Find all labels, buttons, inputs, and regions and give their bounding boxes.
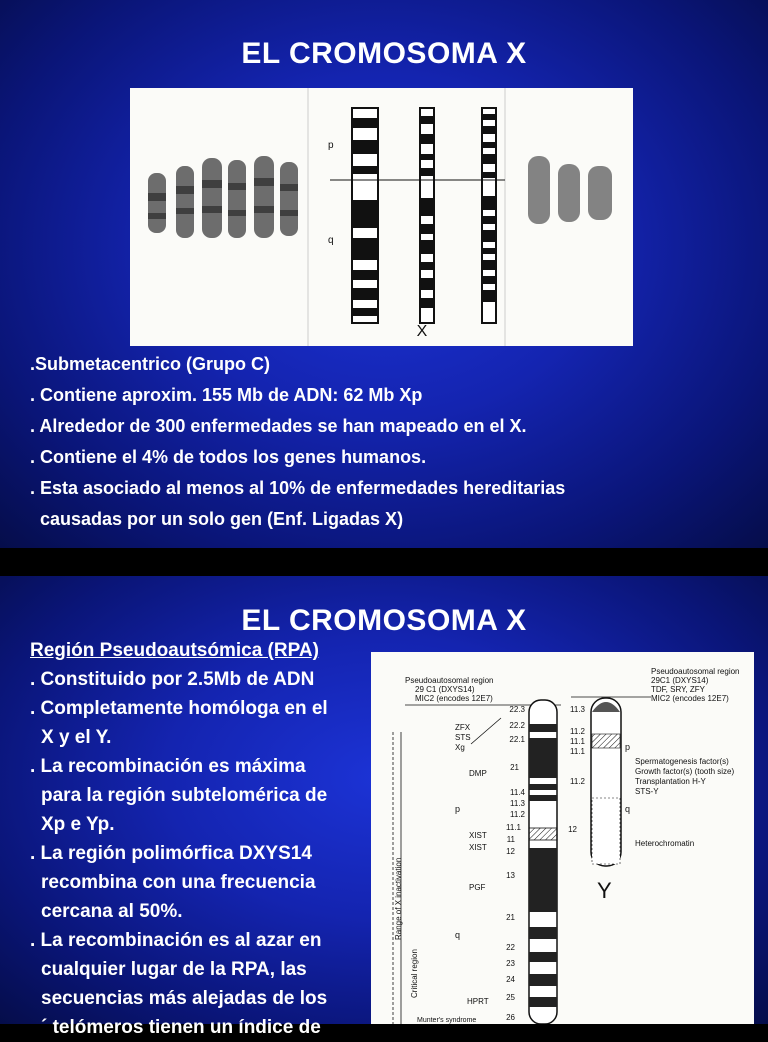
x-band-label: 11 bbox=[506, 835, 515, 844]
arm-label-p: p bbox=[328, 140, 334, 151]
x-gene-label: XIST bbox=[469, 843, 487, 852]
y-band-label: 11.2 bbox=[570, 777, 585, 786]
x-band-label: 22.3 bbox=[509, 705, 525, 714]
chromosome-ideograms bbox=[328, 108, 505, 323]
pseudoautosomal-diagram bbox=[371, 652, 754, 1024]
bullet-item: causadas por un solo gen (Enf. Ligadas X) bbox=[40, 509, 404, 529]
bullet-item: . Constituido por 2.5Mb de ADN bbox=[30, 669, 315, 690]
bullet-item: . La región polimórfica DXYS14 bbox=[30, 843, 312, 864]
bullet-item: X y el Y. bbox=[41, 727, 112, 748]
bullet-item: . Esta asociado al menos al 10% de enfermedades hereditarias bbox=[30, 478, 566, 498]
bullet-item: . Contiene el 4% de todos los genes humanos. bbox=[30, 447, 427, 467]
x-gene-label: STS bbox=[455, 733, 471, 742]
x-chromosome bbox=[529, 700, 557, 1024]
y-band-label: 11.1 bbox=[570, 737, 585, 746]
y-note: Transplantation H-Y bbox=[635, 777, 706, 786]
xy-chromosome-diagram bbox=[371, 652, 754, 1024]
y-note: Growth factor(s) (tooth size) bbox=[635, 767, 735, 776]
slide-2-bullet-list bbox=[30, 636, 328, 1042]
section-heading: Región Pseudoautsómica (RPA) bbox=[30, 640, 319, 661]
y-note: Heterochromatin bbox=[635, 839, 695, 848]
bullet-item: . La recombinación es máxima bbox=[30, 756, 306, 777]
y-note: STS-Y bbox=[635, 787, 659, 796]
bullet-item: Xp e Yp. bbox=[41, 814, 115, 835]
x-gene-label: DMP bbox=[469, 769, 487, 778]
x-band-label: 11.2 bbox=[510, 810, 525, 819]
slide-2-title: EL CROMOSOMA X bbox=[241, 604, 527, 637]
y-region-line: 29C1 (DXYS14) bbox=[651, 676, 709, 685]
karyotype-illustration bbox=[130, 88, 633, 346]
slide-1-title: EL CROMOSOMA X bbox=[241, 37, 527, 70]
y-arm-p: p bbox=[625, 742, 631, 752]
arm-label-q: q bbox=[328, 235, 334, 246]
y-note: Spermatogenesis factor(s) bbox=[635, 757, 729, 766]
x-gene-label: HPRT bbox=[467, 997, 489, 1006]
x-gene-label: ZFX bbox=[455, 723, 471, 732]
bullet-item: . Alrededor de 300 enfermedades se han mapeado en el X. bbox=[30, 416, 527, 436]
y-region-line: Pseudoautosomal region bbox=[651, 667, 740, 676]
chromosome-photos-right bbox=[528, 156, 612, 224]
y-region-line: MIC2 (encodes 12E7) bbox=[651, 694, 729, 703]
x-band-label: 11.1 bbox=[506, 823, 521, 832]
bullet-item: para la región subtelomérica de bbox=[41, 785, 328, 806]
x-band-label: 22 bbox=[506, 943, 515, 952]
bullet-item: recombina con una frecuencia bbox=[41, 872, 316, 893]
x-band-label: 22.2 bbox=[509, 721, 525, 730]
bullet-item: cercana al 50%. bbox=[41, 901, 183, 922]
y-band-label: 11.1 bbox=[570, 747, 585, 756]
x-gene-label: Munter's syndrome bbox=[417, 1017, 477, 1024]
y-band-label: 12 bbox=[568, 825, 577, 834]
karyotype-figure bbox=[130, 88, 633, 346]
x-gene-label: Xg bbox=[455, 743, 465, 752]
y-band-label: 11.2 bbox=[570, 727, 585, 736]
bullet-item: .Submetacentrico (Grupo C) bbox=[30, 354, 271, 374]
x-band-label: 11.4 bbox=[510, 788, 525, 797]
bullet-item: secuencias más alejadas de los bbox=[41, 988, 328, 1009]
y-band-label: 11.3 bbox=[570, 705, 585, 714]
x-region-line: Pseudoautosomal region bbox=[405, 676, 494, 685]
y-chromosome bbox=[591, 698, 621, 866]
x-band-label: 21 bbox=[510, 763, 519, 772]
x-band-label: 13 bbox=[506, 871, 515, 880]
x-inactivation-label: Range of X inactivation bbox=[394, 857, 403, 940]
y-region-line: TDF, SRY, ZFY bbox=[651, 685, 705, 694]
x-band-label: 21 bbox=[506, 913, 515, 922]
x-band-label: 24 bbox=[506, 975, 515, 984]
x-band-label: 12 bbox=[506, 847, 515, 856]
x-gene-label: PGF bbox=[469, 883, 486, 892]
x-band-label: 23 bbox=[506, 959, 515, 968]
x-arm-q: q bbox=[455, 930, 461, 940]
critical-region-label: Critical region bbox=[410, 949, 419, 998]
bullet-item: . Completamente homóloga en el bbox=[30, 698, 328, 719]
x-gene-label: XIST bbox=[469, 831, 487, 840]
y-arm-q: q bbox=[625, 804, 631, 814]
x-band-label: 11.3 bbox=[510, 799, 525, 808]
slide-1-bullet-list bbox=[30, 349, 565, 535]
x-region-line: 29 C1 (DXYS14) bbox=[415, 685, 475, 694]
x-band-label: 25 bbox=[506, 993, 515, 1002]
bullet-item: cualquier lugar de la RPA, las bbox=[41, 959, 307, 980]
x-arm-p: p bbox=[455, 804, 461, 814]
bullet-item: ´ telómeros tienen un índice de bbox=[41, 1017, 321, 1038]
y-chromosome-label: Y bbox=[597, 878, 612, 903]
bullet-item: . Contiene aproxim. 155 Mb de ADN: 62 Mb Xp bbox=[30, 385, 423, 405]
bullet-item: . La recombinación es al azar en bbox=[30, 930, 322, 951]
x-region-line: MIC2 (encodes 12E7) bbox=[415, 694, 493, 703]
chromosome-photos-left bbox=[148, 156, 298, 238]
figure-x-label: X bbox=[416, 323, 428, 340]
x-band-label: 22.1 bbox=[509, 735, 525, 744]
x-band-label: 26 bbox=[506, 1013, 515, 1022]
